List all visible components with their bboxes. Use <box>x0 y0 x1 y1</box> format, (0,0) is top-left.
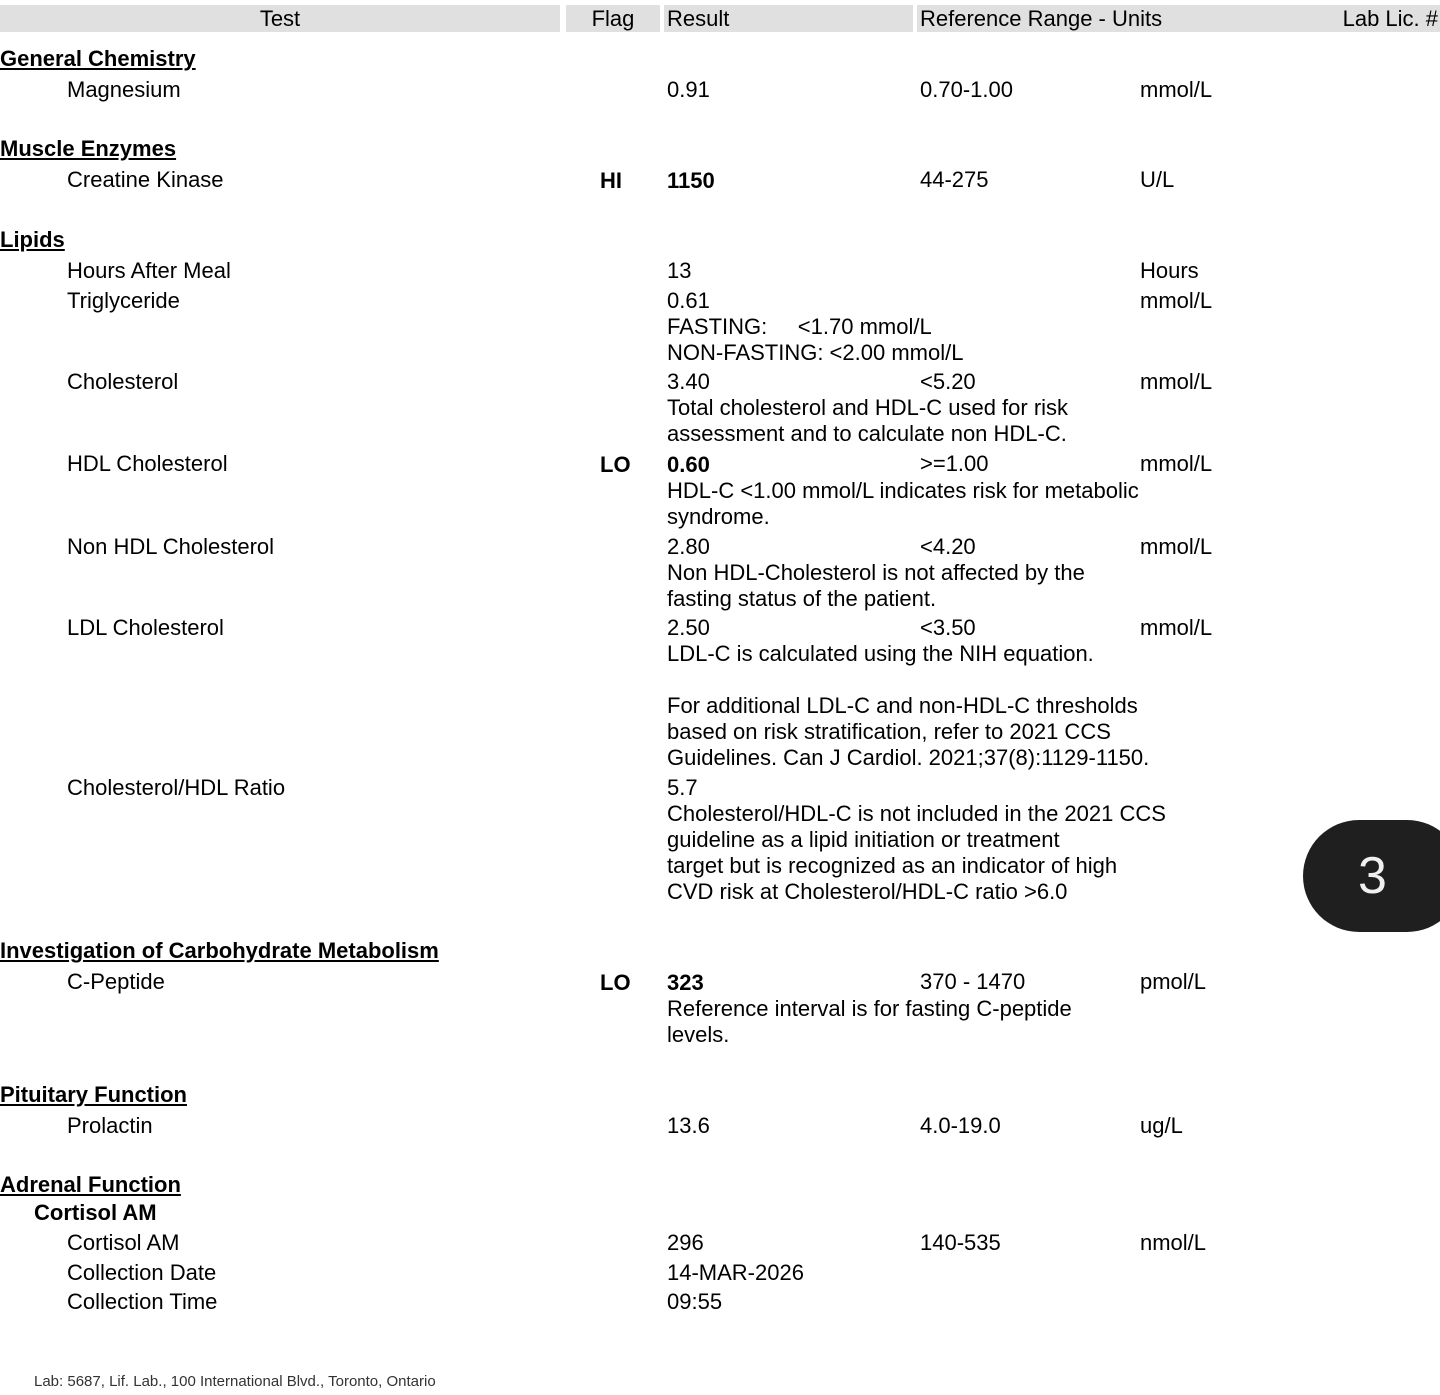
reference-range: 44-275 <box>920 167 989 192</box>
units: mmol/L <box>1140 615 1213 640</box>
reference-range: <4.20 <box>920 534 976 559</box>
result-note: Reference interval is for fasting C-peptide levels. <box>667 996 1072 1047</box>
units: pmol/L <box>1140 969 1207 994</box>
result-note: HDL-C <1.00 mmol/L indicates risk for metabolic syndrome. <box>667 478 1139 529</box>
units: mmol/L <box>1140 369 1213 394</box>
section-pituitary-function: Pituitary Function <box>0 1082 187 1107</box>
header-range-label: Reference Range - Units <box>920 6 1163 31</box>
reference-range: 0.70-1.00 <box>920 77 1013 102</box>
result-note: Non HDL-Cholesterol is not affected by the fasting status of the patient. <box>667 560 1085 611</box>
result-value: 0.91 <box>667 77 710 102</box>
header-test <box>0 5 560 32</box>
test-name: Collection Date <box>67 1260 217 1285</box>
result-value: 5.7 <box>667 775 698 800</box>
header-range-units <box>917 5 1440 32</box>
result-value: 323 <box>667 970 704 995</box>
section-muscle-enzymes: Muscle Enzymes <box>0 136 177 161</box>
test-name: Non HDL Cholesterol <box>67 534 275 559</box>
test-name: Magnesium <box>67 77 181 102</box>
test-name: Prolactin <box>67 1113 153 1138</box>
units: mmol/L <box>1140 451 1213 476</box>
reference-range: 140-535 <box>920 1230 1001 1255</box>
header-result-label: Result <box>667 6 730 31</box>
test-name: LDL Cholesterol <box>67 615 224 640</box>
result-note: Total cholesterol and HDL-C used for risk assessment and to calculate non HDL-C. <box>667 395 1069 446</box>
header-test-label: Test <box>259 6 301 31</box>
result-value: 13 <box>667 258 692 283</box>
units: mmol/L <box>1140 77 1213 102</box>
test-name: HDL Cholesterol <box>67 451 228 476</box>
result-value: 14-MAR-2026 <box>667 1260 804 1285</box>
result-note: Cholesterol/HDL-C is not included in the 2021 CCS guideline as a lipid initiation or treatment target but is recognized as an indicator of high CVD risk at Cholesterol/HDL-C ratio >6.0 <box>667 801 1166 904</box>
reference-range: 4.0-19.0 <box>920 1113 1001 1138</box>
flag-hi: HI <box>600 168 622 193</box>
result-value: 0.60 <box>667 452 710 477</box>
test-name: Triglyceride <box>67 288 180 313</box>
header-flag-label: Flag <box>591 6 635 31</box>
units: ug/L <box>1140 1113 1183 1138</box>
units: nmol/L <box>1140 1230 1207 1255</box>
page-number-badge[interactable]: 3 <box>1303 820 1440 932</box>
section-lipids: Lipids <box>0 227 65 252</box>
result-value: 3.40 <box>667 369 710 394</box>
reference-range: <3.50 <box>920 615 976 640</box>
header-lab-lic-label: Lab Lic. # <box>1342 6 1438 31</box>
result-value: 2.80 <box>667 534 710 559</box>
reference-range: >=1.00 <box>920 451 989 476</box>
test-group-title: Cortisol AM <box>34 1200 157 1225</box>
result-value: 1150 <box>667 168 715 193</box>
header-result <box>664 5 913 32</box>
test-name: Collection Time <box>67 1289 218 1314</box>
result-value: 0.61 <box>667 288 710 313</box>
test-name: C-Peptide <box>67 969 165 994</box>
section-adrenal-function: Adrenal Function <box>0 1172 181 1197</box>
result-note: LDL-C is calculated using the NIH equation. For additional LDL-C and non-HDL-C thresholds based on risk stratification, refer to 2021 CCS Guidelines. Can J Cardiol. 2021;37(8):1129-1150. <box>667 641 1150 770</box>
test-name: Creatine Kinase <box>67 167 224 192</box>
units: mmol/L <box>1140 534 1213 559</box>
result-value: 296 <box>667 1230 704 1255</box>
units: U/L <box>1140 167 1175 192</box>
result-value: 09:55 <box>667 1289 723 1314</box>
reference-range: <5.20 <box>920 369 976 394</box>
units: Hours <box>1140 258 1199 283</box>
flag-lo: LO <box>600 970 631 995</box>
result-value: 2.50 <box>667 615 710 640</box>
footer-lab-address: Lab: 5687, Lif. Lab., 100 International Blvd., Toronto, Ontario <box>34 1373 436 1390</box>
section-carbohydrate-metabolism: Investigation of Carbohydrate Metabolism <box>0 938 439 963</box>
result-value: 13.6 <box>667 1113 710 1138</box>
result-note: FASTING: <1.70 mmol/L NON-FASTING: <2.00 mmol/L <box>667 314 964 365</box>
flag-lo: LO <box>600 452 631 477</box>
test-name: Cortisol AM <box>67 1230 180 1255</box>
header-flag <box>566 5 660 32</box>
test-name: Cholesterol/HDL Ratio <box>67 775 286 800</box>
section-general-chemistry: General Chemistry <box>0 46 196 71</box>
units: mmol/L <box>1140 288 1213 313</box>
test-name: Hours After Meal <box>67 258 231 283</box>
test-name: Cholesterol <box>67 369 179 394</box>
reference-range: 370 - 1470 <box>920 969 1026 994</box>
